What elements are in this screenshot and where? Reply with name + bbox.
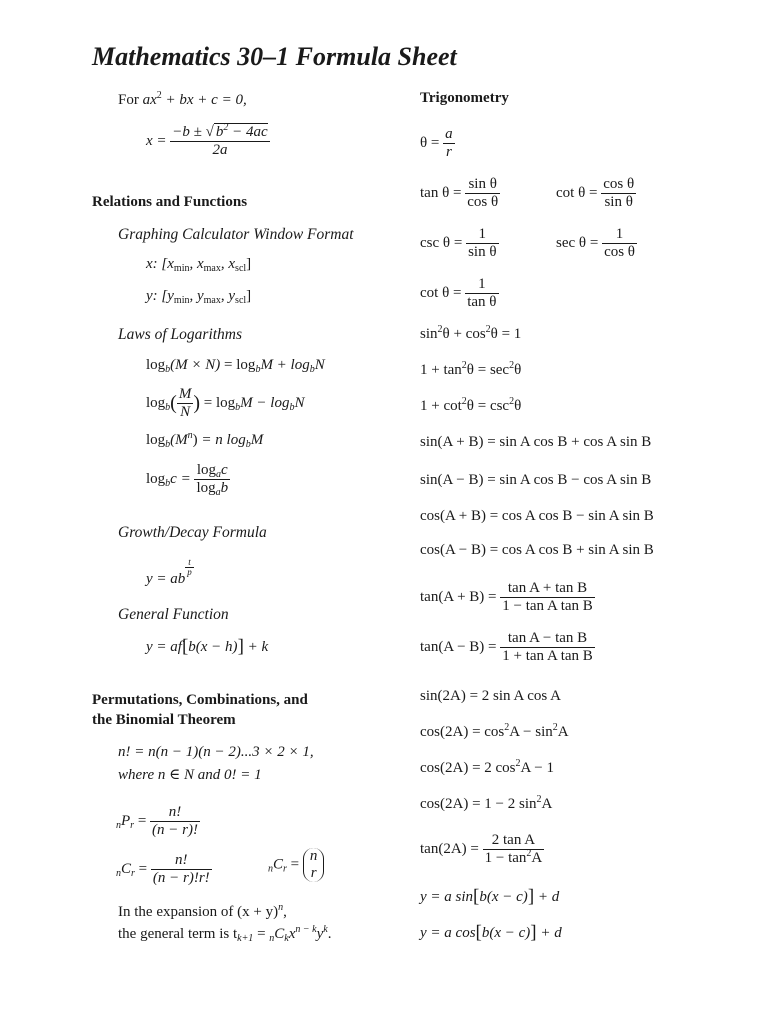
binomial-expansion-line1: In the expansion of $(x + y)^n$, <box>118 902 287 920</box>
log-power-law: $\log_b(M^n) = n$ $\log_bM$ <box>146 430 264 450</box>
log-laws-heading: Laws of Logarithms <box>118 326 243 343</box>
sin-double-angle: sin(2A) = 2 sin A cos A <box>420 688 561 704</box>
factorial-definition: n! = n(n − 1)(n − 2)...3 × 2 × 1, <box>118 744 314 760</box>
pythagorean-identity-3: $1 + \cot^2\theta = \csc^2\theta$ <box>420 396 522 414</box>
tan-sum-identity: tan(A + B) = $\frac{\text{tan A + tan B}}{\text{1 − tan A tan B}}$ <box>420 580 593 614</box>
growth-decay-heading: Growth/Decay Formula <box>118 524 267 541</box>
general-function-formula: y = af[b(x − h)] + k <box>146 636 269 657</box>
general-function-heading: General Function <box>118 606 229 623</box>
window-format-heading: Graphing Calculator Window Format <box>118 226 354 243</box>
quadratic-formula: x = $\frac{-b \pm √ b^2 - 4ac}{2a}$ <box>146 122 268 158</box>
combination-binomial-notation: $_nC_r$ = n r <box>268 848 324 882</box>
permutations-heading-line2: the Binomial Theorem <box>92 712 236 728</box>
arc-length-formula: θ = $\frac{a}{r}$ <box>420 126 453 160</box>
cos-sum-identity: cos(A + B) = cos A cos B − sin A sin B <box>420 508 654 524</box>
cot-reciprocal-formula: cot θ = $\frac{1}{\text{tan θ}}$ <box>420 276 497 310</box>
permutation-formula: $_nP_r$ = $\frac{n!}{(n - r)!}$ <box>116 804 198 838</box>
sin-difference-identity: sin(A − B) = sin A cos B − cos A sin B <box>420 472 652 488</box>
tan-double-angle: tan(2A) = $\frac{\text{2 tan A}}{1 - \tan^2A}$ <box>420 832 543 866</box>
binomial-general-term: the general term is $t_{k+1} = _nC_kx^{n - k}y^k$. <box>118 924 332 944</box>
window-y: y: [$y_{min}$, $y_{max}$, $y_{scl}$] <box>146 288 252 306</box>
factorial-condition: where n ∈ N and 0! = 1 <box>118 767 262 783</box>
cos-double-angle-1: $\cos(2A) = \cos^2A - \sin^2A$ <box>420 722 569 740</box>
csc-formula: csc θ = $\frac{1}{\text{sin θ}}$ <box>420 226 497 260</box>
tan-formula: tan θ = $\frac{\text{sin θ}}{\text{cos θ}}$ <box>420 176 499 210</box>
permutations-heading-line1: Permutations, Combinations, and <box>92 692 308 708</box>
trigonometry-heading: Trigonometry <box>420 90 509 106</box>
sinusoidal-function: y = a sin[b(x − c)] + d <box>420 886 560 907</box>
cot-ratio-formula: cot θ = $\frac{\text{cos θ}}{\text{sin θ}}$ <box>556 176 635 210</box>
tan-difference-identity: tan(A − B) = $\frac{\text{tan A − tan B}}{\text{1 + tan A tan B}}$ <box>420 630 593 664</box>
cos-difference-identity: cos(A − B) = cos A cos B + sin A sin B <box>420 542 654 558</box>
log-change-of-base: $\log_bc$ = $\frac{\log_ac}{\log_ab}$ <box>146 462 229 498</box>
sin-sum-identity: sin(A + B) = sin A cos B + cos A sin B <box>420 434 652 450</box>
pythagorean-identity-1: $\sin^2\theta + \cos^2\theta = 1$ <box>420 324 522 342</box>
cosinusoidal-function: y = a cos[b(x − c)] + d <box>420 922 562 943</box>
quadratic-intro: For $ax^2$ + bx + c = 0, <box>118 90 247 108</box>
log-quotient-law: $\log_b$( $\frac{M}{N}$ ) = $\log_bM - \log_bN$ <box>146 386 305 420</box>
combination-formula: $_nC_r$ = $\frac{n!}{(n - r)!r!}$ <box>116 852 210 886</box>
sec-formula: sec θ = $\frac{1}{\text{cos θ}}$ <box>556 226 635 260</box>
cos-double-angle-2: cos(2A) = 2 $\cos^2A - 1$ <box>420 758 554 776</box>
log-product-law: $\log_b(M \times N) = \log_bM + \log_bN$ <box>146 357 325 375</box>
cos-double-angle-3: cos(2A) = 1 − 2 $\sin^2A$ <box>420 794 553 812</box>
growth-decay-formula: y = ab $\frac{t}{p}$ <box>146 557 192 587</box>
relations-heading: Relations and Functions <box>92 194 248 210</box>
pythagorean-identity-2: $1 + \tan^2\theta = \sec^2\theta$ <box>420 360 522 378</box>
window-x: x: [$x_{min}$, $x_{max}$, $x_{scl}$] <box>146 256 252 274</box>
page-title: Mathematics 30–1 Formula Sheet <box>92 42 457 71</box>
